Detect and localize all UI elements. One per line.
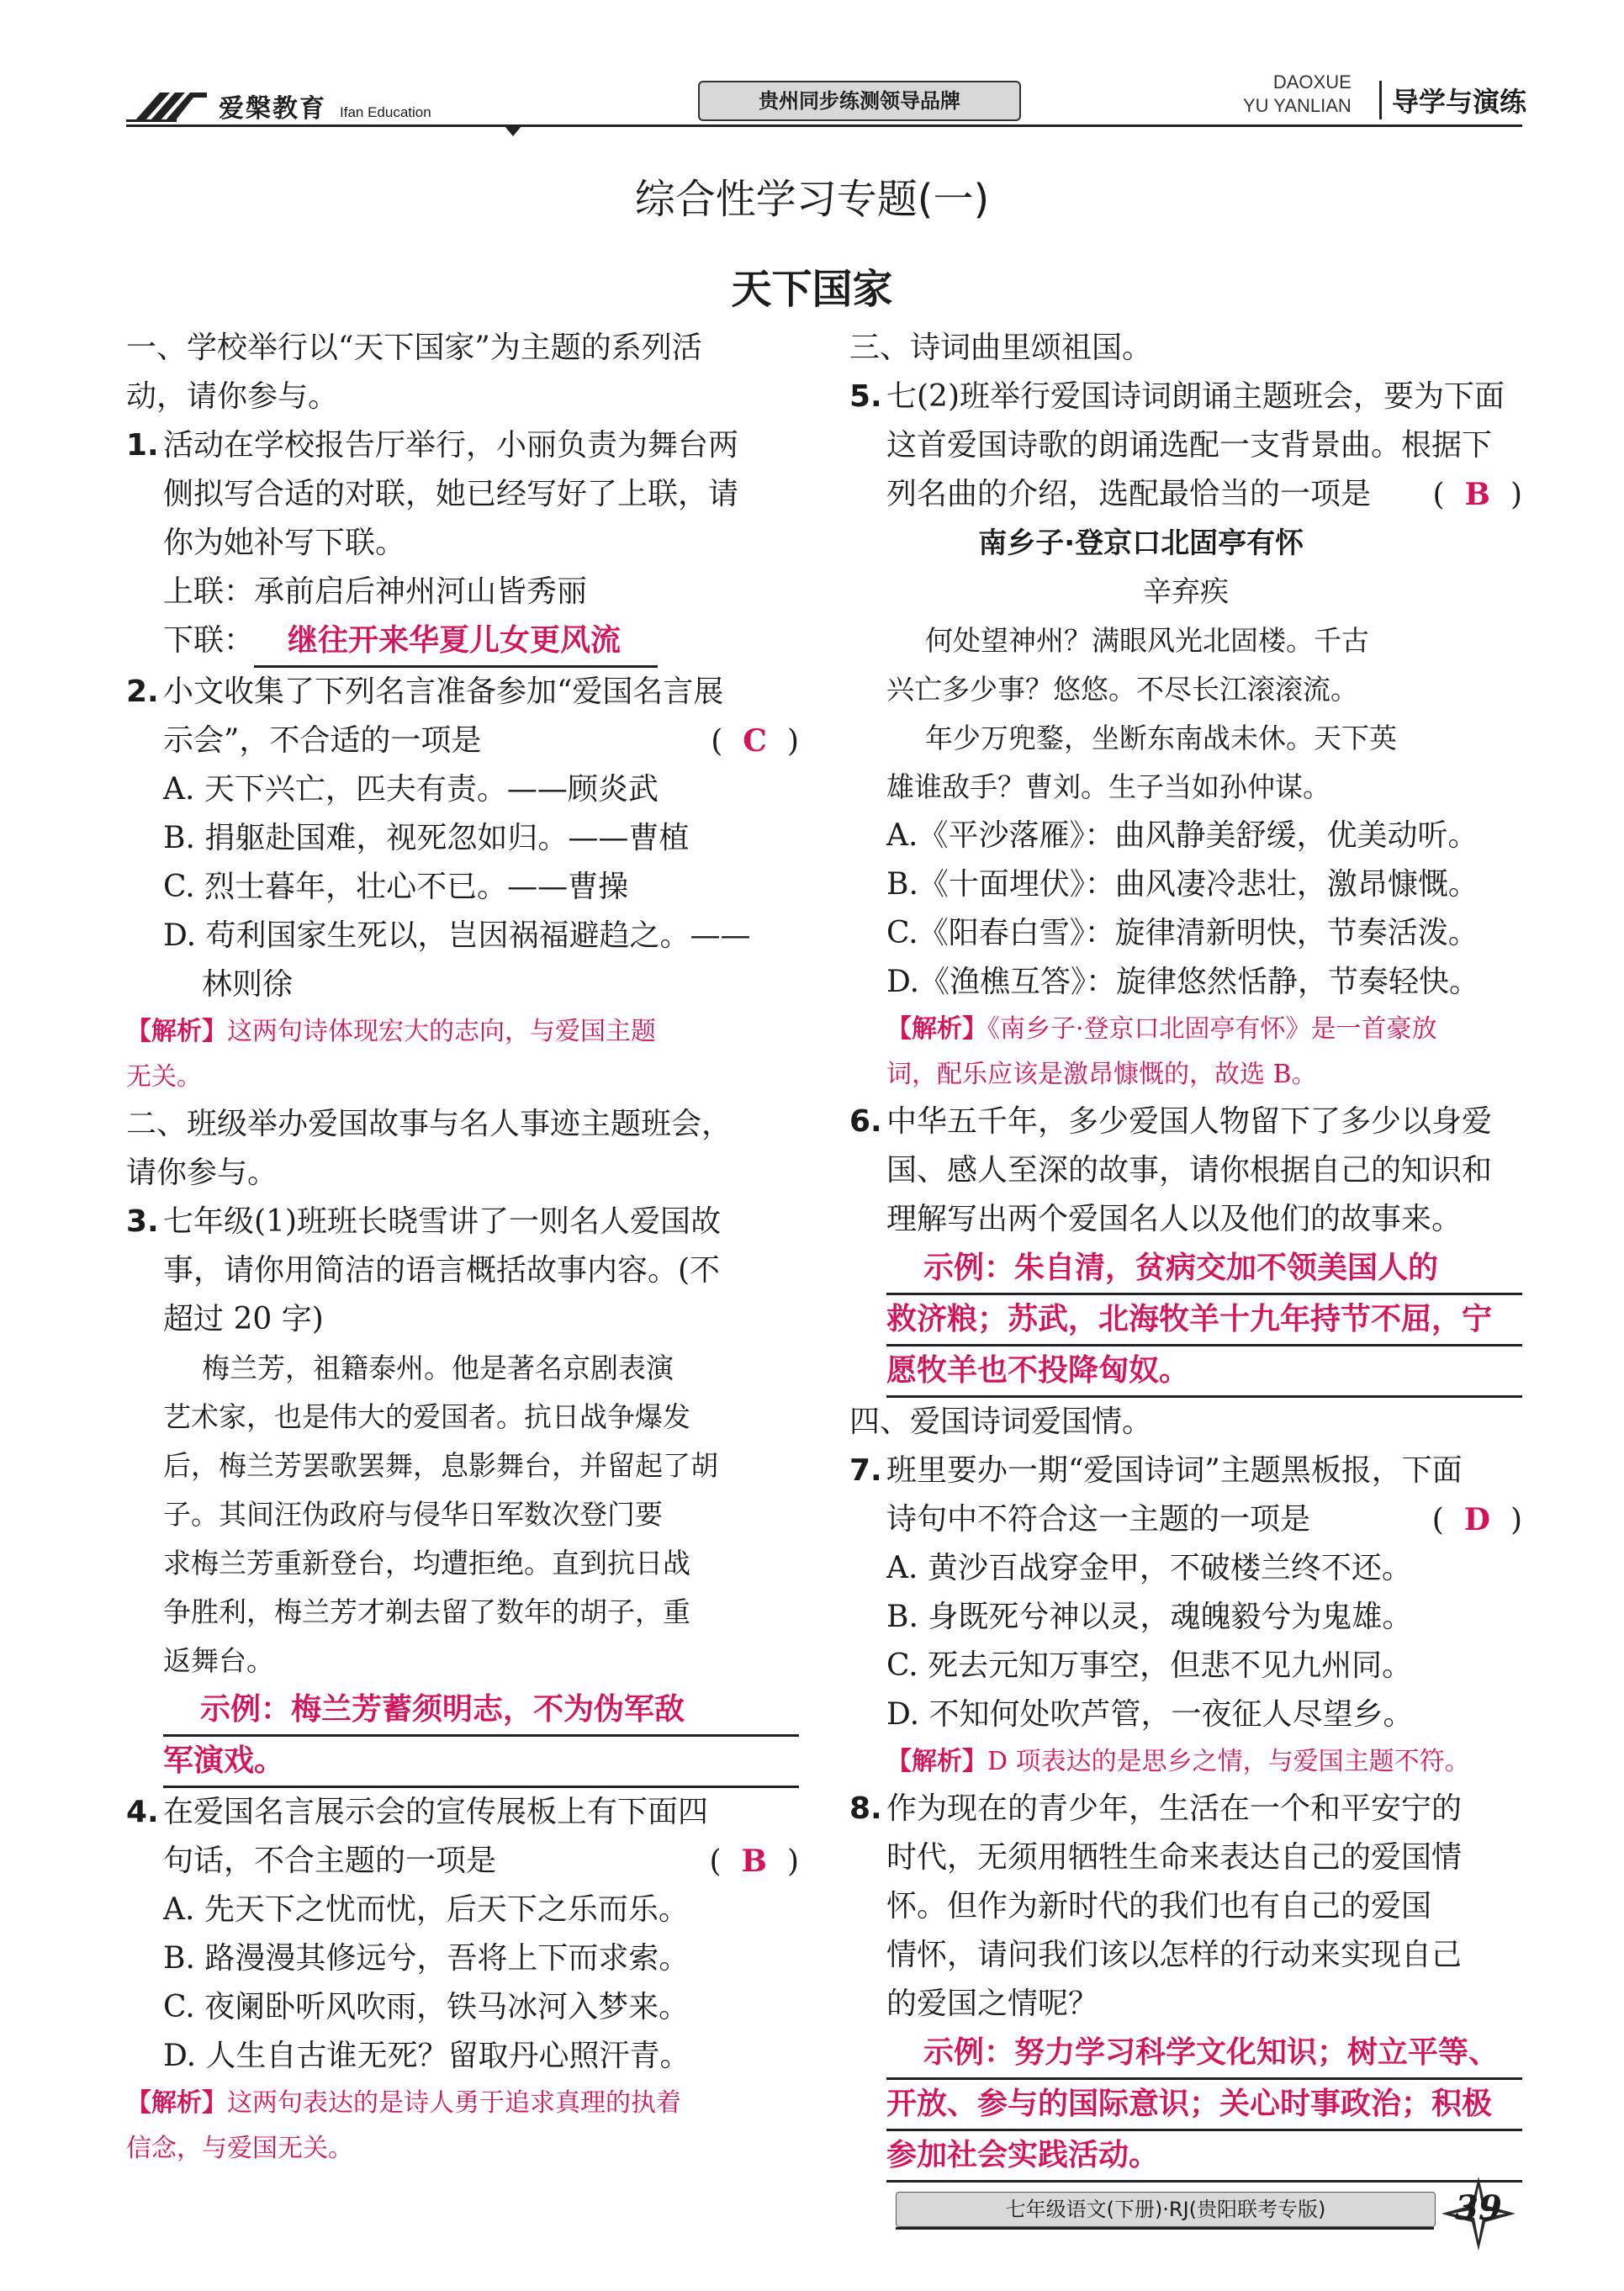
passage-line: 求梅兰芳重新登台，均遭拒绝。直到抗日战 — [163, 1547, 690, 1579]
section-2-heading-cont: 请你参与。 — [126, 1156, 278, 1190]
section-1-heading-cont: 动，请你参与。 — [126, 379, 339, 414]
option-c: C. 死去元知万事空，但悲不见九州同。 — [886, 1648, 1413, 1683]
question-5: 5. 七(2)班举行爱国诗词朗诵主题班会，要为下面 — [849, 373, 1522, 421]
analysis-note-cont: 词，配乐应该是激昂慷慨的，故选 B。 — [886, 1060, 1317, 1089]
option-d: D. 不知何处吹芦管，一夜征人尽望乡。 — [886, 1697, 1414, 1732]
answer-line — [126, 1685, 799, 1737]
answer-line — [849, 2131, 1522, 2183]
answer-text: 参加社会实践活动。 — [886, 2138, 1160, 2172]
series-title: 导学与演练 — [1379, 81, 1526, 119]
question-4: 4. 在爱国名言展示会的宣传展板上有下面四 — [126, 1788, 799, 1837]
question-text: 的爱国之情呢？ — [886, 1987, 1099, 2021]
question-text: 情怀，请问我们该以怎样的行动来实现自己 — [886, 1938, 1463, 1972]
question-text: 时代，无须用牺牲生命来表达自己的爱国情 — [886, 1840, 1463, 1875]
right-column — [849, 324, 1522, 2183]
answer-text: 示例：朱自清，贫病交加不领美国人的 — [923, 1251, 1439, 1285]
answer-text: 示例：努力学习科学文化知识；树立平等、 — [923, 2035, 1500, 2070]
question-2: 2. 小文收集了下列名言准备参加“爱国名言展 — [126, 668, 799, 717]
answer-choice: B — [741, 1844, 767, 1879]
couplet-lower: 下联： 继往开来华夏儿女更风流 — [126, 616, 799, 668]
section-3-heading: 三、诗词曲里颂祖国。 — [849, 331, 1153, 365]
option-d-cont: 林则徐 — [202, 967, 294, 1002]
option-a: A. 天下兴亡，匹夫有责。——顾炎武 — [163, 772, 659, 807]
answer-choice: D — [1463, 1502, 1490, 1537]
poem-author: 辛弃疾 — [1143, 575, 1229, 609]
answer-paren: ( C ) — [711, 723, 799, 759]
page-title: 综合性学习专题(一) — [634, 176, 990, 223]
logo-english: Ifan Education — [340, 104, 431, 120]
header-caret-icon — [505, 126, 521, 136]
passage-line: 返舞台。 — [163, 1644, 274, 1677]
couplet-upper: 上联：承前启后神州河山皆秀丽 — [163, 574, 588, 609]
answer-text: 救济粮；苏武，北海牧羊十九年持节不屈，宁 — [886, 1302, 1493, 1336]
answer-choice: B — [1464, 477, 1490, 512]
question-text: 诗句中不符合这一主题的一项是 ( D ) — [849, 1495, 1522, 1544]
question-text: 你为她补写下联。 — [163, 526, 406, 560]
answer-line — [849, 2029, 1522, 2080]
question-text: 国、感人至深的故事，请你根据自己的知识和 — [886, 1153, 1493, 1188]
answer-line — [849, 2080, 1522, 2131]
passage-line: 子。其间汪伪政府与侵华日军数次登门要 — [163, 1498, 663, 1531]
question-number: 3. — [126, 1204, 159, 1239]
answer-line — [126, 1737, 799, 1788]
analysis-note: 【解析】这两句诗体现宏大的志向，与爱国主题 — [126, 1017, 656, 1046]
question-1: 1. 活动在学校报告厅举行，小丽负责为舞台两 — [126, 421, 799, 470]
answer-paren: ( D ) — [1431, 1502, 1522, 1537]
section-2-heading: 二、班级举办爱国故事与名人事迹主题班会， — [126, 1107, 733, 1141]
option-a: A. 黄沙百战穿金甲，不破楼兰终不还。 — [886, 1551, 1412, 1585]
passage-line: 艺术家，也是伟大的爱国者。抗日战争爆发 — [163, 1400, 690, 1433]
answer-text: 示例：梅兰芳蓄须明志，不为伪军敌 — [200, 1692, 685, 1727]
pinyin-line-1: DAOXUE — [1272, 71, 1352, 93]
question-text: 超过 20 字) — [163, 1302, 324, 1336]
left-column — [126, 324, 799, 2172]
question-number: 4. — [126, 1795, 159, 1829]
poem-line: 雄谁敌手？曹刘。生子当如孙仲谋。 — [886, 770, 1330, 803]
question-7: 7. 班里要办一期“爱国诗词”主题黑板报，下面 — [849, 1447, 1522, 1495]
section-title: 天下国家 — [731, 266, 893, 313]
question-6: 6. 中华五千年，多少爱国人物留下了多少以身爱 — [849, 1098, 1522, 1146]
option-c: C. 夜阑卧听风吹雨，铁马冰河入梦来。 — [163, 1990, 690, 2024]
analysis-note: 【解析】《南乡子·登京口北固亭有怀》是一首豪放 — [886, 1014, 1437, 1044]
answer-text: 继往开来华夏儿女更风流 — [288, 623, 622, 658]
logo-chinese: 爱槃教育 — [219, 94, 326, 124]
question-3: 3. 七年级(1)班班长晓雪讲了一则名人爱国故 — [126, 1198, 799, 1246]
publisher-logo — [126, 74, 431, 124]
option-a: A. 先天下之忧而忧，后天下之乐而乐。 — [163, 1892, 689, 1927]
section-4-heading: 四、爱国诗词爱国情。 — [849, 1405, 1153, 1439]
option-b: B. 身既死兮神以灵，魂魄毅兮为鬼雄。 — [886, 1600, 1413, 1634]
answer-paren: ( B ) — [1432, 477, 1522, 512]
question-number: 6. — [849, 1104, 882, 1139]
analysis-note: 【解析】这两句表达的是诗人勇于追求真理的执着 — [126, 2088, 681, 2118]
option-d: D.《渔樵互答》：旋律悠然恬静，节奏轻快。 — [886, 965, 1480, 999]
option-b: B.《十面埋伏》：曲风凄冷悲壮，激昂慷慨。 — [886, 867, 1479, 902]
poem-title: 南乡子·登京口北固亭有怀 — [978, 526, 1304, 560]
question-number: 8. — [849, 1791, 882, 1826]
answer-line — [849, 1244, 1522, 1295]
footer-rule — [896, 2227, 1434, 2230]
question-text: 怀。但作为新时代的我们也有自己的爱国 — [886, 1889, 1432, 1923]
answer-line — [849, 1347, 1522, 1398]
option-c: C. 烈士暮年，壮心不已。——曹操 — [163, 870, 629, 904]
question-text: 列名曲的介绍，选配最恰当的一项是 ( B ) — [849, 470, 1522, 519]
question-number: 7. — [849, 1453, 882, 1488]
answer-line — [849, 1295, 1522, 1347]
question-number: 1. — [126, 428, 159, 463]
question-text: 侧拟写合适的对联，她已经写好了上联，请 — [163, 477, 739, 511]
series-pinyin — [1243, 71, 1352, 118]
passage-line: 争胜利，梅兰芳才剃去留了数年的胡子，重 — [163, 1595, 690, 1628]
page-number: 39 — [1455, 2188, 1502, 2228]
question-text: 理解写出两个爱国名人以及他们的故事来。 — [886, 1202, 1463, 1236]
brand-badge: 贵州同步练测领导品牌 — [698, 81, 1021, 121]
analysis-note-cont: 信念，与爱国无关。 — [126, 2134, 353, 2163]
question-text: 这首爱国诗歌的朗诵选配一支背景曲。根据下 — [886, 428, 1493, 463]
option-d: D. 人生自古谁无死？留取丹心照汗青。 — [163, 2039, 690, 2073]
question-number: 5. — [849, 379, 882, 414]
poem-line: 何处望神州？满眼风光北固楼。千古 — [925, 624, 1369, 657]
question-text: 事，请你用简洁的语言概括故事内容。(不 — [163, 1253, 721, 1288]
option-d: D. 苟利国家生死以，岂因祸福避趋之。—— — [163, 918, 751, 953]
answer-text: 愿牧羊也不投降匈奴。 — [886, 1353, 1190, 1388]
answer-text: 开放、参与的国际意识；关心时事政治；积极 — [886, 2087, 1493, 2121]
question-text: 示会”，不合适的一项是 ( C ) — [126, 717, 799, 765]
answer-paren: ( B ) — [709, 1844, 799, 1879]
poem-line: 兴亡多少事？悠悠。不尽长江滚滚流。 — [886, 673, 1358, 706]
logo-stripes-icon — [126, 87, 210, 124]
analysis-note: 【解析】D 项表达的是思乡之情，与爱国主题不符。 — [886, 1747, 1470, 1776]
option-a: A.《平沙落雁》：曲风静美舒缓，优美动听。 — [886, 818, 1479, 853]
question-number: 2. — [126, 675, 159, 709]
question-text: 句话，不合主题的一项是 ( B ) — [126, 1837, 799, 1886]
passage-line: 后，梅兰芳罢歌罢舞，息影舞台，并留起了胡 — [163, 1449, 718, 1482]
pinyin-line-2: YU YANLIAN — [1243, 95, 1352, 116]
answer-text: 军演戏。 — [163, 1743, 285, 1778]
option-b: B. 路漫漫其修远兮，吾将上下而求索。 — [163, 1941, 690, 1976]
section-1-heading: 一、学校举行以“天下国家”为主题的系列活 — [126, 331, 702, 365]
poem-line: 年少万兜鍪，坐断东南战未休。天下英 — [925, 722, 1397, 754]
passage-line: 梅兰芳，祖籍泰州。他是著名京剧表演 — [202, 1352, 674, 1384]
analysis-note-cont: 无关。 — [126, 1062, 202, 1092]
book-info-bar: 七年级语文(下册)·RJ(贵阳联考专版) — [896, 2192, 1436, 2227]
header-rule — [126, 124, 1522, 127]
question-8: 8. 作为现在的青少年，生活在一个和平安宁的 — [849, 1785, 1522, 1833]
answer-choice: C — [743, 723, 767, 759]
option-b: B. 捐躯赴国难，视死忽如归。——曹植 — [163, 821, 690, 855]
option-c: C.《阳春白雪》：旋律清新明快，节奏活泼。 — [886, 916, 1479, 950]
